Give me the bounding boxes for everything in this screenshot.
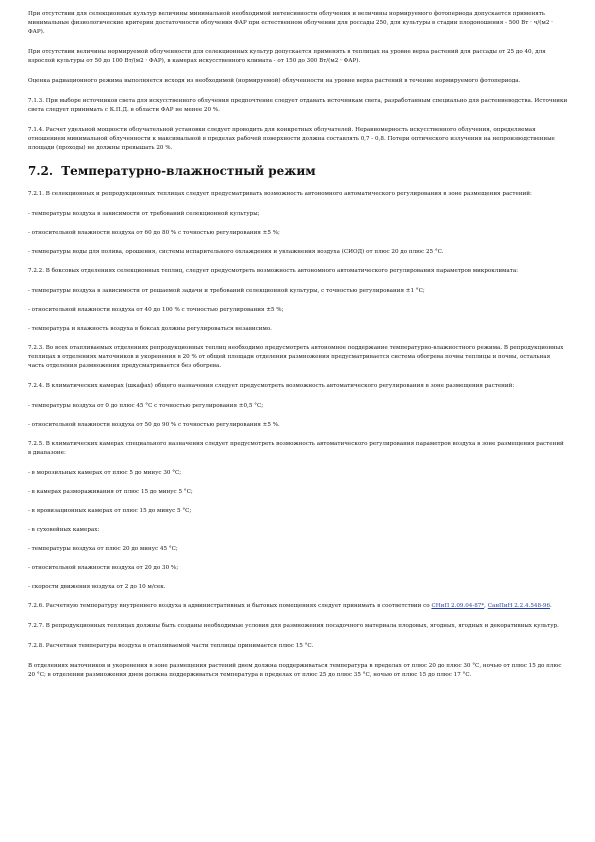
paragraph-7-2-3: 7.2.3. Во всех отапливаемых отделениях репродукционных теплиц необходимо предусмотреть автономное поддержание температурно-влажностного режима. В репродукционных теплицах в отделениях маточников и укоренения в 20 % от общей площади отделения размножения предусматривается система обогрева почвы теплицы и почвы, остальная часть отделения размножения предусматривается без обогрева. bbox=[28, 345, 564, 369]
section-heading bbox=[28, 164, 568, 178]
paragraph-7-2-4: 7.2.4. В климатических камерах (шкафах) общего назначения следует предусмотреть возможность автоматического регулирования в зоне размещения растений: bbox=[28, 383, 515, 389]
paragraph-7-2-7: 7.2.7. В репродукционных теплицах должны быть созданы необходимые условия для размножения посадочного материала плодовых, ягодных, ягодных и декоративных культур. bbox=[28, 623, 559, 629]
paragraph-7-1-4: 7.1.4. Расчет удельной мощности облучательной установки следует проводить для конкретных облучателей. Неравномерность искусственного облучения, определяемая отношением минимальной облученности к максимальной в пределах рабочей поверхности должна составлять 0,7 - 0,8. Потери оптического излучения на непроизводственные площади (проходы) не должны превышать 20 %. bbox=[28, 127, 555, 151]
list-item: - относительной влажности воздуха от 60 до 80 % с точностью регулирования ±5 %; bbox=[28, 230, 280, 236]
snip-link[interactable]: СНиП 2.09.04-87* bbox=[431, 603, 485, 609]
paragraph-intro-1: При отсутствии для селекционных культур величины минимальной необходимой интенсивности облучения и величины нормируемого фотопериода допускается применять минимальные физиологические критерии достаточности облучения ФАР при естественном облучении для россады 250, для культуры в стадии плодоношения - 500 Вт · ч/(м2 · ФАР). bbox=[28, 11, 553, 35]
paragraph-intro-3: Оценка радиационного режима выполняется исходя из необходимой (нормируемой) облученности на уровне верха растений в течение нормируемого фотопериода. bbox=[28, 78, 521, 84]
paragraph-intro-2: При отсутствии величины нормируемой облученности для селекционных культур допускается применять в теплицах на уровне верха растений для рассады от 25 до 40, для взрослой культуры от 50 до 100 Вт/(м2 · ФАР), в камерах искусственного климата - от 150 до 300 Вт/(м2 · ФАР). bbox=[28, 49, 546, 64]
list-item: - температуры воды для полива, орошения, системы испарительного охлаждения и увлажнения воздуха (СИОД) от плюс 20 до плюс 25 °С. bbox=[28, 249, 444, 255]
document-page bbox=[28, 10, 568, 691]
paragraph-7-2-6: 7.2.6. Расчетную температуру внутреннего воздуха в административных и бытовых помещениях следует принимать в соответствии со СНиП 2.09.04-87*, СанПиН 2.2.4.548-96. bbox=[28, 603, 552, 609]
list-item: - в суховейных камерах: bbox=[28, 527, 100, 533]
list-item: - скорости движения воздуха от 2 до 10 м/сек. bbox=[28, 584, 166, 590]
section-title: Температурно-влажностный режим bbox=[61, 164, 316, 178]
list-item: - температуры воздуха от 0 до плюс 45 °С с точностью регулирования ±0,5 °С; bbox=[28, 403, 264, 409]
paragraph-7-2-8: 7.2.8. Расчетная температура воздуха в отапливаемой части теплицы принимается плюс 15 °С. bbox=[28, 643, 314, 649]
list-item: - относительной влажности воздуха от 20 до 30 %; bbox=[28, 565, 179, 571]
paragraph-7-2-1: 7.2.1. В селекционных и репродукционных теплицах следует предусматривать возможность автономного автоматического регулирования в зоне размещения растений: bbox=[28, 191, 532, 197]
paragraph-7-2-2: 7.2.2. В боксовых отделениях селекционных теплиц, следует предусмотреть возможность автономного автоматического регулирования параметров микроклимата: bbox=[28, 268, 519, 274]
list-item: - температура и влажность воздуха в боксах должны регулироваться независимо. bbox=[28, 326, 272, 332]
paragraph-final: В отделениях маточников и укоренения в зоне размещения растений днем должна поддерживаться температура в пределах от плюс 20 до плюс 30 °С, ночью от плюс 15 до плюс 20 °С; в отделении размножения днем должна поддерживаться температура в пределах от плюс 25 до плюс 35 °С, ночью от плюс 15 до плюс 17 °С. bbox=[28, 663, 562, 678]
list-item: - в морозильных камерах от плюс 5 до минус 30 °С; bbox=[28, 470, 182, 476]
paragraph-7-1-3: 7.1.3. При выборе источников света для искусственного облучения предпочтение следует отдавать источникам света, разработанным специально для растениеводства. Источники света следует принимать с К.П.Д. в области ФАР не менее 20 %. bbox=[28, 98, 568, 113]
list-item: - температуры воздуха от плюс 20 до минус 45 °С; bbox=[28, 546, 178, 552]
sanpin-link[interactable]: СанПиН 2.2.4.548-96 bbox=[487, 603, 551, 609]
section-number: 7.2. bbox=[28, 164, 54, 178]
paragraph-7-2-6-text: 7.2.6. Расчетную температуру внутреннего воздуха в административных и бытовых помещениях следует принимать в соответствии со bbox=[28, 603, 430, 609]
list-item: - температуры воздуха в зависимости от требований селекционной культуры; bbox=[28, 211, 260, 217]
list-item: - относительной влажности воздуха от 40 до 100 % с точностью регулирования ±5 %; bbox=[28, 307, 284, 313]
list-item: - в яровизационных камерах от плюс 15 до минус 5 °С; bbox=[28, 508, 192, 514]
paragraph-7-2-6-end: . bbox=[550, 603, 552, 609]
list-item: - относительной влажности воздуха от 50 до 90 % с точностью регулирования ±5 %. bbox=[28, 422, 280, 428]
list-item: - в камерах размораживания от плюс 15 до минус 5 °С; bbox=[28, 489, 193, 495]
paragraph-7-2-5: 7.2.5. В климатических камерах специального назначения следует предусмотреть возможность автоматического регулирования параметров воздуха в зоне размещения растений в диапазоне: bbox=[28, 441, 564, 456]
list-item: - температуры воздуха в зависимости от решаемой задачи и требований селекционной культуры, с точностью регулирования ±1 °С; bbox=[28, 288, 425, 294]
